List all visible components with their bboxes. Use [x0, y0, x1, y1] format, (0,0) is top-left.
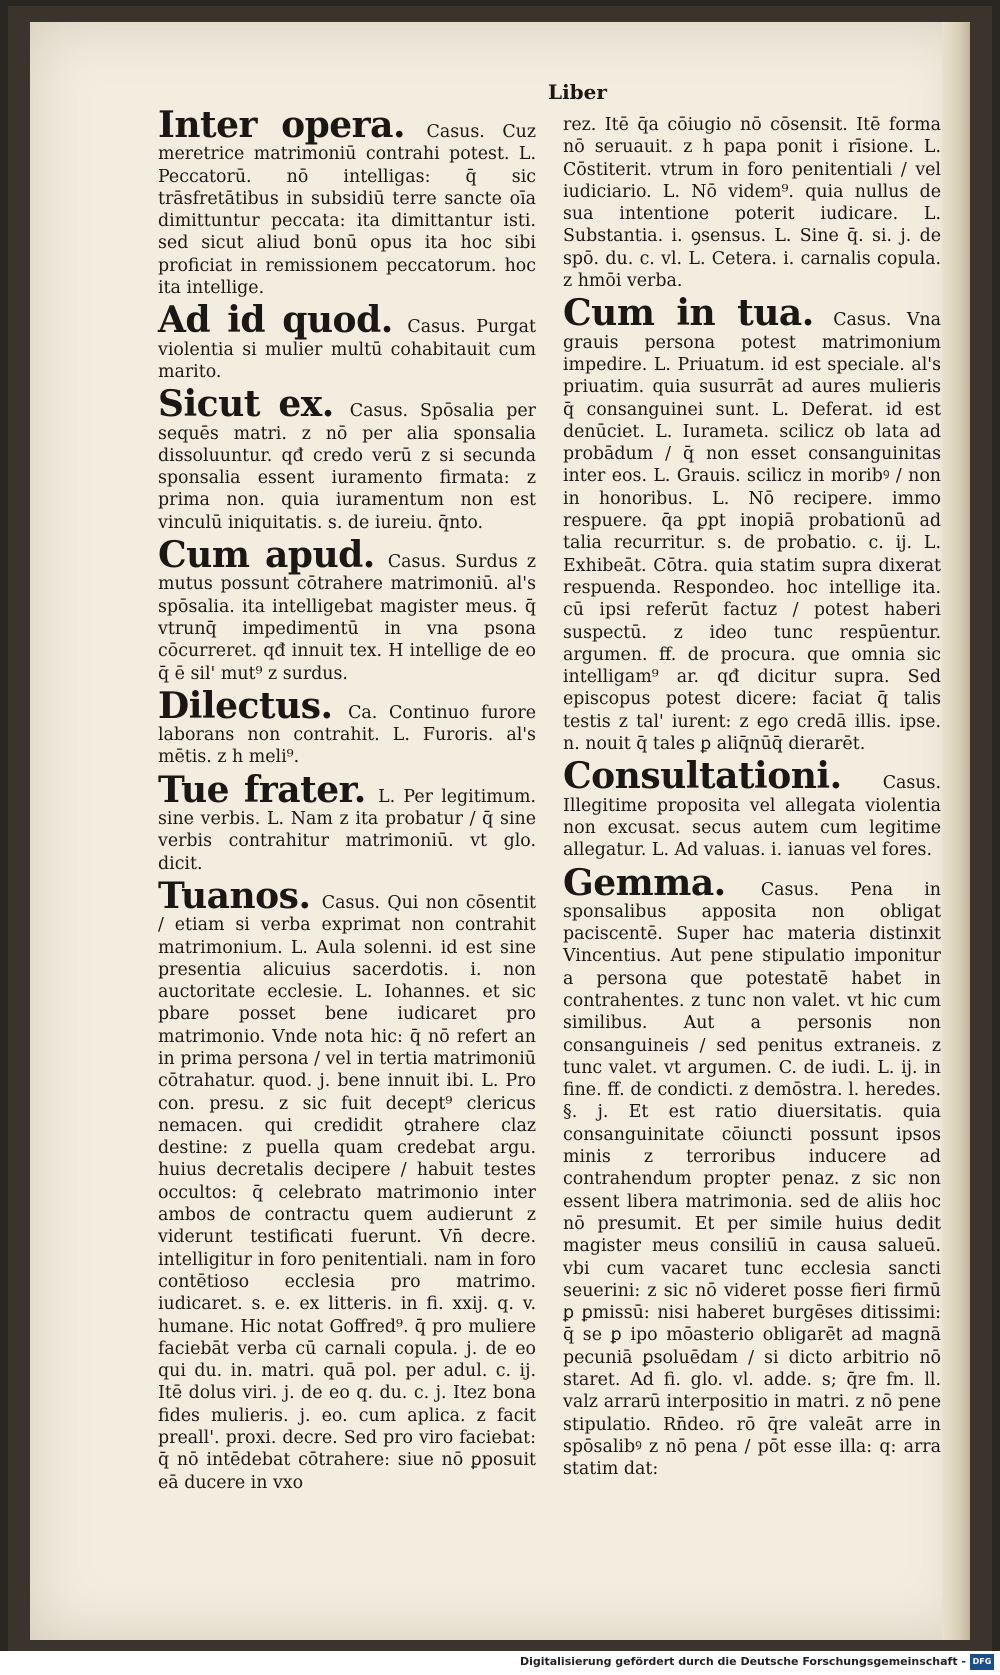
entry	[563, 861, 941, 1481]
entry-text: Casus. Pena in sponsalibus apposita non obligat paciscentē. Super hac materia distinxit Vincentius. Aut pene stipulatio imponitur a persona que potestatē habet in contrahentes. z tunc non valet. vt hic cum similibus. Aut a personis non consanguineis / sed penitus extraneis. z tunc valet. vt argumen. C. de iudi. L. ij. in fine. ff. de condicti. z demōstra. l. heredes. §. j. Et est ratio diuersitatis. quia consanguinitate cōiuncti possunt ipsos minis z terroribus inducere ad contrahendum propter penaz. z sic non essent libera matrimonia. sed de aliis hoc nō presumit. Et per simile huius dedit magister meus consiliū in causa salueū. vbi cum vacaret tunc ecclesia sancti seuerini: z sic nō videret posse fieri firmū ꝑ ꝑmissū: nisi haberet burgēses ditissimi: q̄ se ꝑ ipo mōasterio obligarēt ad magnā pecuniā ꝑsoluēdam / si dicto arbitrio nō staret. Ad fi. glo. vl. adde. s; q̄re fm. ll. valz arrarū interpositio in matri. z nō pene stipulatio. Rn̄deo. rō q̄re valeāt arre in spōsalibꝰ z nō pena / pōt esse illa: q: arra statim dat:	[563, 879, 941, 1480]
entry-text: Casus. Cuz meretrice matrimoniū contrahi potest. L. Peccatorū. nō intelligas: q̄ sic trāsfretātibus in subsidiū terre sancte oīa dimittuntur peccata: ita dimittantur isti. sed sicut aliud bonū opus ita hoc sibi proficiat in remissionem peccatorum. hoc ita intellige.	[158, 122, 536, 299]
entry	[563, 114, 941, 292]
lemma: Cum apud.	[158, 534, 375, 577]
page-edge	[942, 22, 970, 1640]
entry-text: Casus. Qui non cōsentit / etiam si verba exprimat non contrahit matrimonium. L. Aula solenni. id est sine presentia alicuius sacerdotis. i. non auctoritate ecclesie. L. Iohannes. et sic pbare posset bene iudicaret pro matrimonio. Vnde nota hic: q̄ nō refert an in prima persona / vel in tertia matrimoniū cōtrahatur. quod. j. bene innuit ibi. L. Pro con. presu. z sic fuit decept⁹ clericus nemacen. qui credidit ꝯtrahere claz destine: z puella quam credebat argu. huius decretalis decipere / habuit testes occultos: q̄ celebrato matrimonio inter ambos de contractu quem audierunt z viderunt testificati fuerunt. Vn̄ decre. intelligitur in foro penitentiali. nam in foro contētioso ecclesia pro matrimo. iudicaret. s. e. ex litteris. in fi. xxij. q. v. humane. Hic notat Goffred⁹. q̄ pro muliere faciebāt verba cū carnali copula. j. de eo qui du. in. matri. quā pol. per adul. c. ij. Itē dolus viri. j. de eo q. du. c. j. Itez bona fides mulieris. j. eo. cum aplica. z facit preall'. proxi. decre. Sed pro viro faciebat: q̄ nō intēdebat cōtrahere: siue nō ꝑposuit eā ducere in vxo	[158, 892, 536, 1493]
entry	[158, 874, 536, 1494]
entry	[158, 299, 537, 383]
entry	[158, 684, 536, 769]
dfg-logo-icon: DFG	[970, 1654, 994, 1670]
entry	[158, 768, 537, 875]
lemma: Dilectus.	[158, 684, 333, 727]
entry	[158, 534, 537, 685]
entry	[158, 383, 536, 534]
entry	[563, 755, 941, 861]
entry-text: Casus. Surdus z mutus possunt cōtrahere matrimoniū. al's spōsalia. ita intelligebat magister meus. q̄ vtrunq̄ impedimentū in vna psona cōcurreret. qđ innuit tex. H intellige de eo q̄ ē sil' mut⁹ z surdus.	[158, 552, 537, 684]
lemma: Tue frater.	[158, 768, 366, 811]
entry-text: Casus. Vna grauis persona potest matrimonium impedire. L. Priuatum. id est speciale. al's priuatim. quia susurrāt ad aures mulieris q̄ consanguinei sunt. L. Deferat. id est denūciet. L. Iurameta. scilicz ob lata ad probādum / q̄ non esset consanguinitas inter eos. L. Grauis. scilicz in moribꝰ / non in honoribus. L. Nō recipere. immo respuere. q̄a ꝑpt inopiā probationū ad talia recurritur. s. de probatio. c. ij. L. Exhibeāt. Cōtra. quia statim supra dixerat respuenda. Respondeo. hoc intellige ita. cū ipsi referūt factuz / potest haberi suspectū. z ideo tunc respūentur. argumen. ff. de procura. que omnia sic intelligam⁹ ar. qđ dicitur supra. Sed episcopus potest dicere: faciat q̄ talis testis z tal' iurent: z ego credā illis. ipse. n. nouit q̄ tales ꝑ aliq̄nūq̄ dierarēt.	[563, 310, 941, 755]
footer-bar	[0, 1651, 1000, 1675]
left-column	[158, 104, 537, 1498]
entry-text: Casus. Spōsalia per sequēs matri. z nō per alia sponsalia dissoluuntur. qđ credo verū z si secunda sponsalia essent iuramento firmata: z prima non. quia iuramentum non est vinculū iniquitatis. s. de iureiu. q̄nto.	[158, 401, 536, 533]
entry-text: rez. Itē q̄a cōiugio nō cōsensit. Itē forma nō seruauit. z h papa ponit i rīsione. L. Cōstiterit. vtrum in foro penitentiali / vel iudiciario. L. Nō videm⁹. quia nullus de sua intentione poterit iudicare. L. Substantia. i. ꝯsensus. L. Sine q̄. si. j. de spō. du. c. vl. L. Cetera. i. carnalis copula. z hmōi verba.	[563, 115, 941, 292]
lemma: Tuanos.	[158, 874, 311, 917]
lemma: Inter opera.	[158, 104, 405, 146]
lemma: Cum in tua.	[563, 292, 814, 335]
lemma: Ad id quod.	[158, 299, 393, 342]
funding-notice: Digitalisierung gefördert durch die Deutsche Forschungsgemeinschaft -	[519, 1655, 966, 1668]
running-head: Liber	[548, 80, 607, 104]
entry-text: Ca. Continuo furore laborans non contrahit. L. Furoris. al's mētis. z h meli⁹.	[158, 702, 536, 768]
right-column	[563, 114, 941, 1485]
entry	[563, 292, 941, 755]
entry	[158, 104, 536, 299]
lemma: Consultationi.	[563, 755, 842, 798]
lemma: Sicut ex.	[158, 383, 334, 426]
entry-text: Casus. Illegitime proposita vel allegata violentia non excusat. secus autem cum legitime allegatur. L. Ad valuas. i. ianuas vel fores.	[563, 773, 941, 861]
lemma: Gemma.	[563, 861, 726, 904]
entry-text: L. Per legitimum. sine verbis. L. Nam z ita probatur / q̄ sine verbis contrahitur matrimoniū. vt glo. dicit.	[158, 786, 537, 874]
entry-text: Casus. Purgat violentia si mulier multū cohabitauit cum marito.	[158, 317, 537, 382]
